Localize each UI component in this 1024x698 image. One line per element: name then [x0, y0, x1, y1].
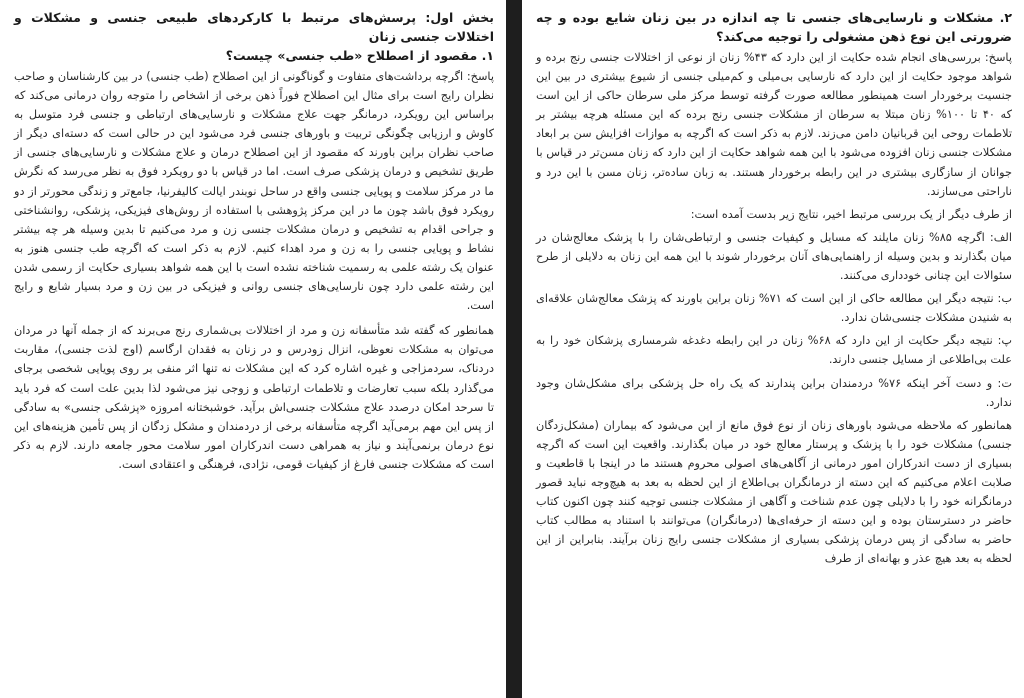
part-title: بخش اول: پرسش‌های مرتبط با کارکردهای طبیعی جنسی و مشکلات و اختلالات جنسی زنان — [14, 10, 494, 44]
left-page-content — [8, 0, 498, 474]
page-divider — [506, 0, 522, 698]
finding-item: پ: نتیجه دیگر حکایت از این دارد که ۶۸% زنان در این رابطه دغدغه شرمساری پزشکان خود را به علت بی‌اطلاعی از مسایل جنسی دارند. — [536, 334, 1013, 367]
answer-paragraph: از طرف دیگر از یک بررسی مرتبط اخیر، نتایج زیر بدست آمده است: — [690, 207, 1012, 221]
finding-item: الف: اگرچه ۸۵% زنان مایلند که مسایل و کیفیات جنسی و ارتباطی‌شان را با پزشک معالج‌شان در میان بگذارند و بدین وسیله از راهنمایی‌های آنان برخوردار شوند با این همه این زنان به دلایلی از طرح سئوالات این چنانی خودداری می‌کنند. — [536, 230, 1012, 283]
left-page — [8, 0, 498, 698]
finding-item: ت: و دست آخر اینکه ۷۶% دردمندان براین پندارند که یک راه حل پزشکی برای مشکل‌شان وجود ندارد. — [536, 376, 1013, 409]
answer-paragraph: پاسخ: بررسی‌های انجام شده حکایت از این دارد که ۴۳% زنان از نوعی از اختلالات جنسی رنج برده و شواهد موجود حکایت از این دارد که نارسایی بی‌میلی و کم‌میلی جنسی از شیوع بیشتری در بین این جنسیت برخوردار است همینطور مطالعه صورت گرفته توسط مرکز ملی سرطان حاکی از این است که ۴۰ تا ۱۰۰% زنان مبتلا به سرطان از مشکلات جنسی رنج برده که این مسئله هرچه بیشتر بر تلاطمات روحی این قربانیان دامن می‌زند. لازم به ذکر است که اگرچه به موازات افزایش سن بر ابعاد مشکلات جنسی زنان افزوده می‌شود با این همه شواهد حکایت از این دارد که زنان مسن‌تر در قیاس با جوانان از سازگاری بیشتری در این رابطه برخوردار هستند. به زبان ساده‌تر، زنان مسن با این درد و ناراحتی می‌سازند. — [536, 51, 1013, 198]
finding-item: ب: نتیجه دیگر این مطالعه حاکی از این است که ۷۱% زنان براین باورند که پزشک معالج‌شان علاقه‌ای به شنیدن مشکلات جنسی‌شان ندارد. — [536, 292, 1012, 325]
right-page-content — [530, 0, 1016, 568]
answer-paragraph: پاسخ: اگرچه برداشت‌های متفاوت و گوناگونی از این اصطلاح (طب جنسی) در بین کارشناسان و صاحب نظران رایج است برای مثال این اصطلاح فوراً ذهن برخی از اشخاص را متوجه روان درمانی می‌کند که براساس این رویکرد، درمانگر جهت علاج مشکلات و نارسایی‌های ارتباطی و جنسی فرد متوسل به کاوش و ارزیابی چگونگی تربیت و باورهای جنسی فرد می‌شود این در حالی است که دسته‌ای دیگر از صاحب نظران براین باورند که مقصود از این اصطلاح درمان و علاج مشکلات و نارسایی‌های جنسی از طریق تشخیص و درمان پزشکی صرف است. اما در قیاس با دو رویکرد فوق به نظر می‌رسد که نگرش ما در مرکز سلامت و پویایی جنسی واقع در ساحل نوبندر ایالت کالیفرنیا، جامع‌تر و زندگی محورتر از دو رویکرد فوق باشد چون ما در این مرکز پژوهشی با استفاده از روش‌های فیزیکی، پزشکی، روانشناختی و جراحی اقدام به تشخیص و درمان مشکلات جنسی زن و مرد می‌کنیم تا بدین وسیله هر چه بیشتر نشاط و پویایی جنسی را به زن و مرد اهداء کنیم. لازم به ذکر است که اگرچه طب جنسی هنوز به عنوان یک رشته علمی به رسمیت شناخته نشده است با این همه شواهد بسیاری حکایت از رسمی شدن این رشته علمی دارد چون نارسایی‌های جنسی روانی و فیزیکی در بین زن و مرد بسیار شایع و رایج است. — [14, 70, 494, 313]
answer-paragraph: همانطور که گفته شد متأسفانه زن و مرد از اختلالات بی‌شماری رنج می‌برند که از جمله آنها در مردان می‌توان به مشکلات نعوظی، انزال زودرس و در زنان به فقدان ارگاسم (اوج لذت جنسی)، مقاربت دردناک، سردمزاجی و غیره اشاره کرد که این مشکلات نه تنها اثر منفی بر روی پویایی شخصی برجای می‌گذارد بلکه سبب تعارضات و تلاطمات ارتباطی و زوجی نیز می‌شود لذا بدین علت است که فرد باید تا سرحد امکان درصدد علاج مشکلات جنسی‌اش برآید. خوشبختانه امروزه «پزشکی جنسی» به سادگی از پس این مهم برمی‌آید اگرچه متأسفانه برخی از دردمندان و مشکل زدگان از پس تأمین هزینه‌های این نوع درمان برنمی‌آیند و نیاز به همراهی دست اندرکاران امور سلامت محور جامعه دارند. لازم به ذکر است که مشکلات جنسی فارغ از کیفیات قومی، نژادی، فرهنگی و اعتقادی است. — [14, 324, 494, 471]
question-2-title: ۲. مشکلات و نارسایی‌های جنسی تا چه اندازه در بین زنان شایع بوده و چه ضرورتی این نوع ذهن مشغولی را توجیه می‌کند؟ — [536, 10, 1012, 44]
answer-paragraph: همانطور که ملاحظه می‌شود باورهای زنان از نوع فوق مانع از این می‌شود که بیماران (مشکل‌زدگان جنسی) مشکلات خود را با پزشک و پرستار معالج خود در میان بگذارند. واقعیت این است که اگرچه بسیاری از دست اندرکاران امور درمانی از آگاهی‌های اصولی محروم هستند ما در اینجا با قاطعیت و صلابت اعلام می‌کنیم که این دسته از درمانگران بی‌اطلاع از این لحظه به بعد به هیچ‌وجه نباید قصور درمانگرانه خود را با دلایلی چون عدم شناخت و آگاهی از مشکلات جنسی توجیه کنند چون اکنون کتاب حاضر در دسترستان بوده و این دسته از حرفه‌ای‌ها (درمانگران) می‌توانند با استناد به مطالب کتاب حاضر به سادگی از پس درمان پزشکی بسیاری از مشکلات جنسی رایج زنان برآیند. بنابراین از این لحظه به بعد هیچ عذر و بهانه‌ای از طرف — [536, 418, 1012, 566]
right-page — [530, 0, 1016, 698]
question-1-title: ۱. مقصود از اصطلاح «طب جنسی» چیست؟ — [225, 48, 494, 63]
